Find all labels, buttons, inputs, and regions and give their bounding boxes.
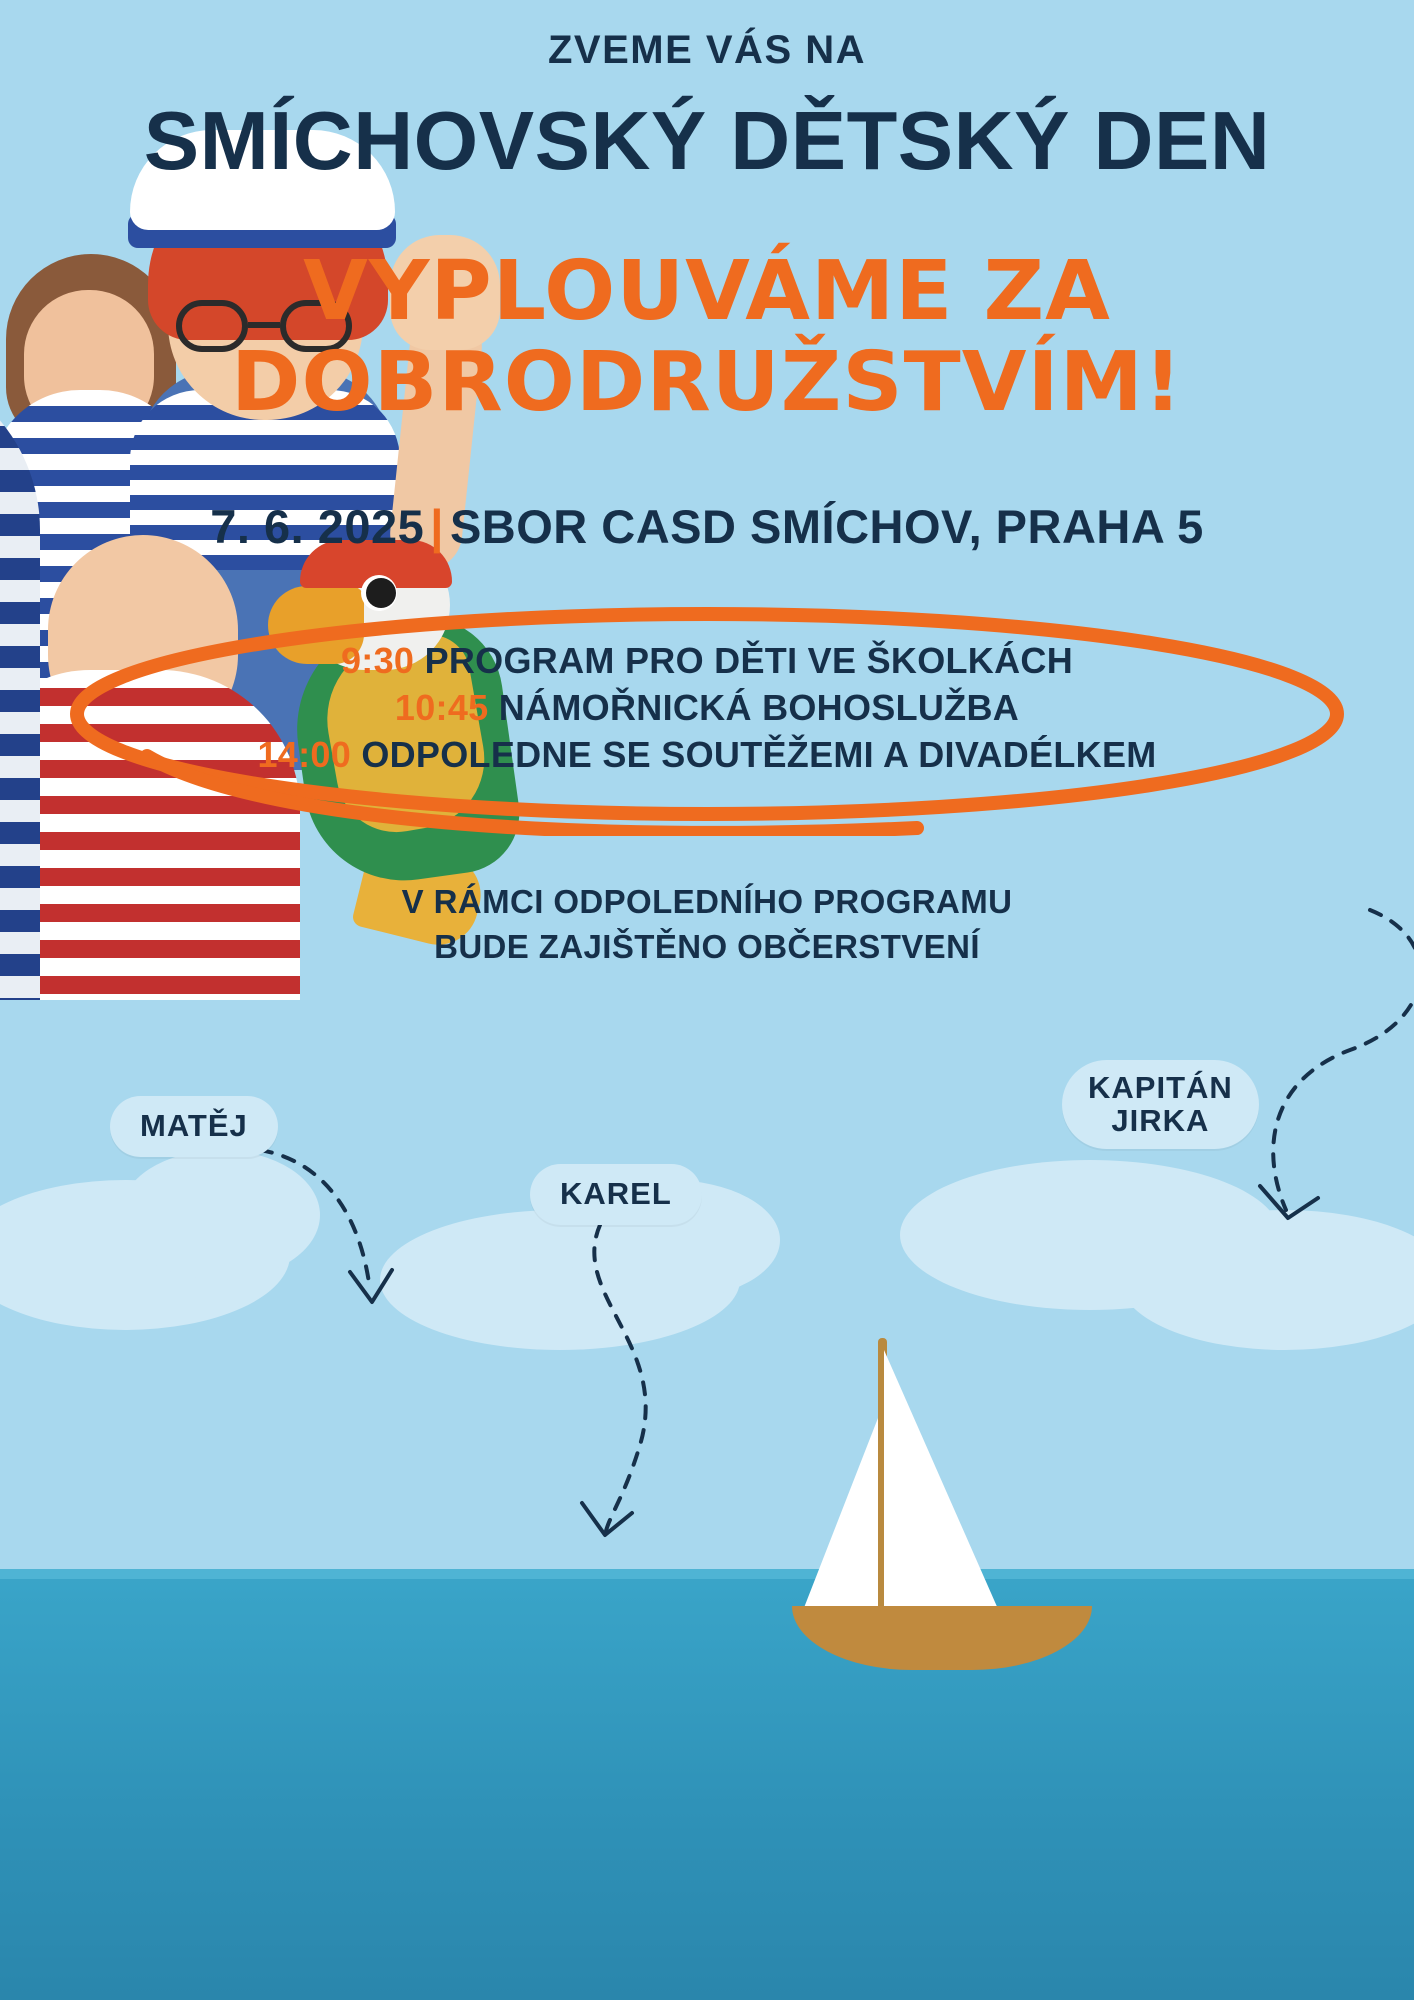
callout-karel: KAREL [530, 1164, 702, 1225]
sailboat-icon [800, 1300, 1120, 1680]
program-time: 9:30 [340, 640, 415, 682]
boat-sail-main [884, 1350, 1002, 1618]
program-text: PROGRAM PRO DĚTI VE ŠKOLKÁCH [424, 640, 1073, 682]
invite-line: ZVEME VÁS NA [547, 28, 867, 72]
refreshments-line-2: BUDE ZAJIŠTĚNO OBČERSTVENÍ [434, 927, 980, 965]
arrow-to-matej [250, 1140, 450, 1340]
callout-kapitan-line-2: JIRKA [1111, 1102, 1210, 1138]
callout-matej: MATĚJ [110, 1096, 278, 1157]
subtitle-line-2: DOBRODRUŽSTVÍM! [230, 335, 1184, 431]
boat-sail-jib [800, 1418, 878, 1618]
arrow-to-karel [560, 1215, 760, 1545]
parrot-eye [366, 578, 396, 608]
page-title: SMÍCHOVSKÝ DĚTSKÝ DEN [143, 94, 1271, 187]
subtitle [0, 243, 1414, 431]
list-item [0, 732, 1414, 779]
callout-kapitan-jirka [1062, 1060, 1259, 1149]
program-time: 10:45 [394, 687, 489, 729]
program-section [0, 614, 1414, 814]
refreshments-line-1: V RÁMCI ODPOLEDNÍHO PROGRAMU [401, 883, 1013, 921]
callout-kapitan-line-1: KAPITÁN [1088, 1070, 1233, 1105]
arrow-to-kapitan [1230, 900, 1414, 1240]
refreshments-note [0, 880, 1414, 968]
program-text: NÁMOŘNICKÁ BOHOSLUŽBA [498, 687, 1020, 729]
program-time: 14:00 [257, 733, 352, 775]
boat-hull [792, 1606, 1092, 1670]
subtitle-line-1: VYPLOUVÁME ZA [303, 243, 1111, 339]
program-text: ODPOLEDNE SE SOUTĚŽEMI A DIVADÉLKEM [361, 733, 1157, 775]
separator: | [430, 500, 444, 554]
date-venue-line [0, 499, 1414, 554]
list-item [0, 638, 1414, 685]
event-venue: SBOR CASD SMÍCHOV, PRAHA 5 [449, 500, 1204, 554]
list-item [0, 685, 1414, 732]
sea-background [0, 1570, 1414, 2000]
event-date: 7. 6. 2025 [210, 500, 425, 554]
poster-header [0, 0, 1414, 554]
program-list [0, 614, 1414, 778]
